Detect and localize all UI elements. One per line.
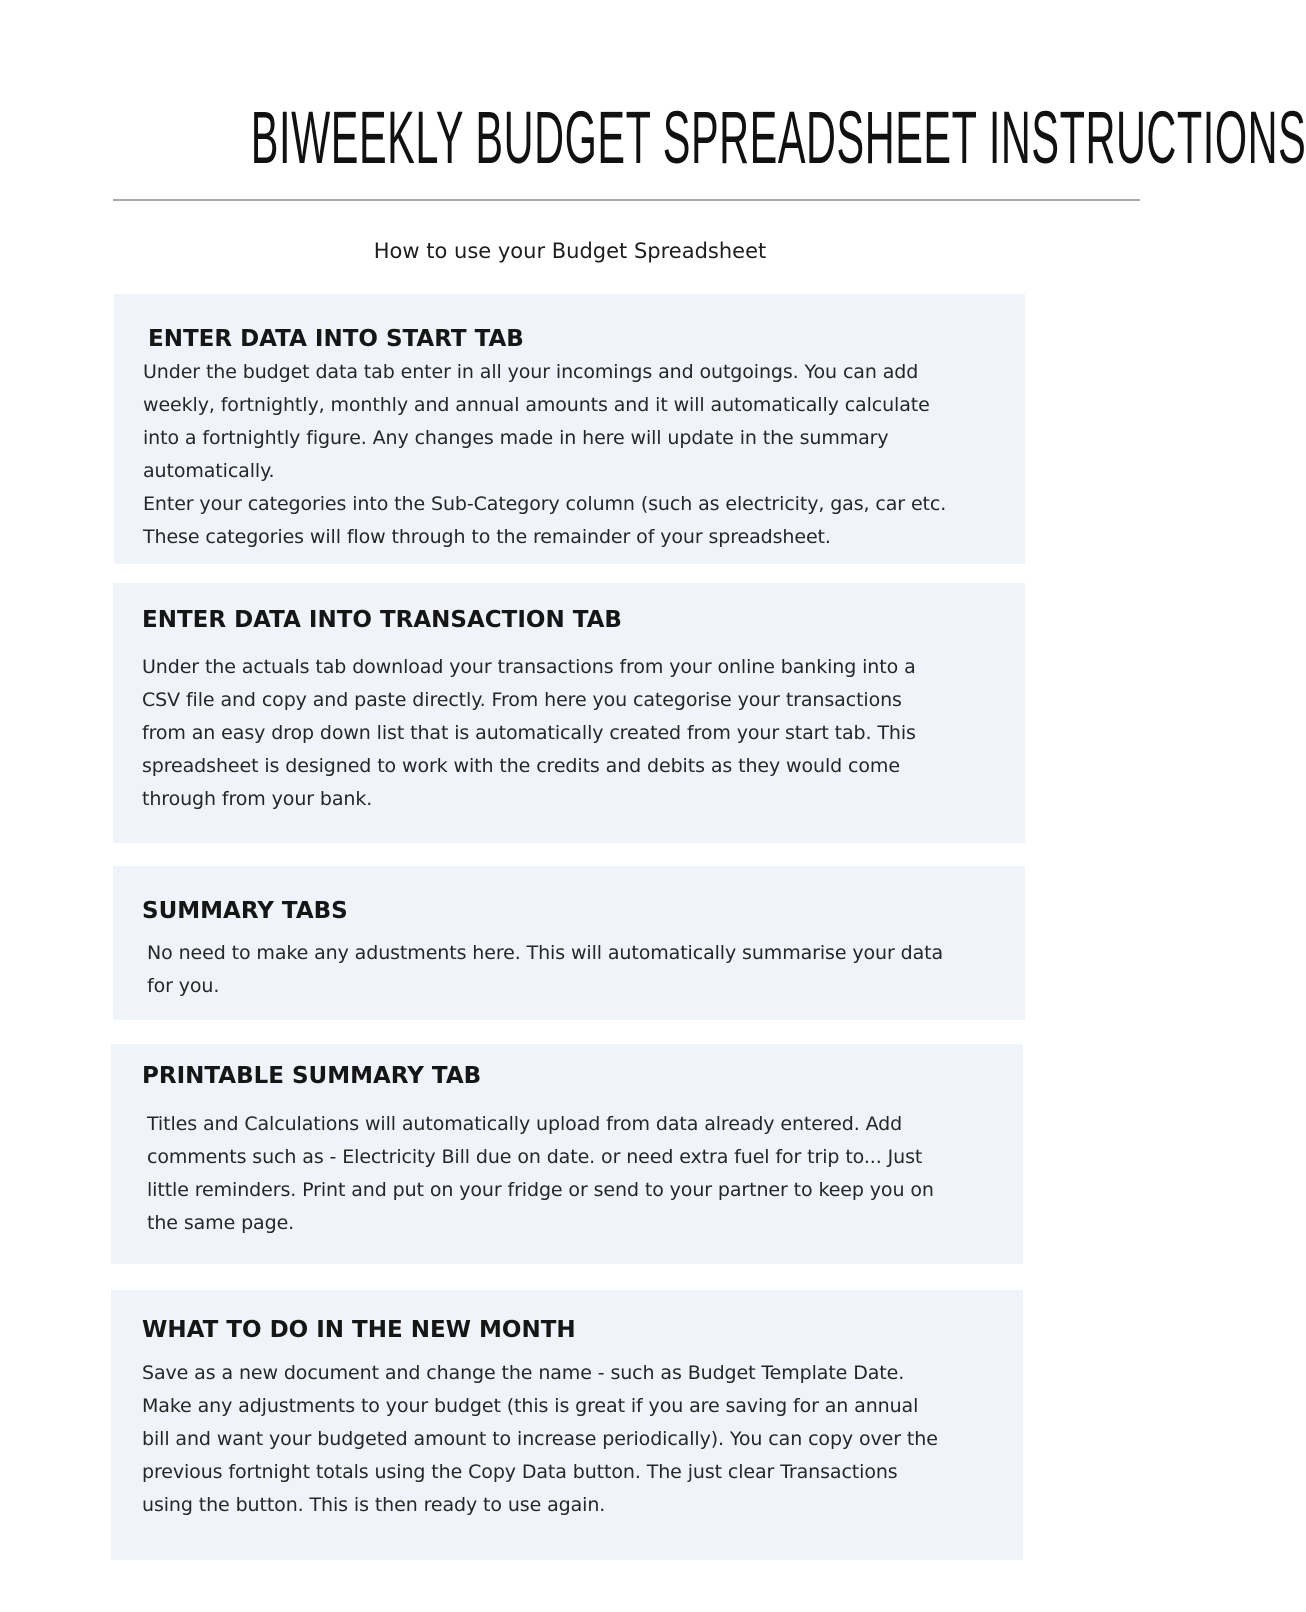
body-line: Titles and Calculations will automatically upload from data already entered. Add [147,1113,903,1135]
section-body [142,651,916,816]
section-printable-summary-tab [111,1044,1023,1264]
section-body [143,356,946,554]
body-line: CSV file and copy and paste directly. From here you categorise your transactions [142,689,902,711]
body-line: Make any adjustments to your budget (this is great if you are saving for an annual [142,1395,919,1417]
page-title: BIWEEKLY BUDGET SPREADSHEET INSTRUCTIONS [250,96,1306,179]
section-transaction-tab [113,583,1025,843]
body-line: No need to make any adustments here. This will automatically summarise your data [147,942,944,964]
section-body [147,1108,934,1240]
body-line: automatically. [143,460,275,482]
section-start-tab [114,294,1025,564]
section-heading: WHAT TO DO IN THE NEW MONTH [142,1317,576,1343]
body-line: from an easy drop down list that is automatically created from your start tab. This [142,722,916,744]
section-heading: SUMMARY TABS [142,898,348,924]
section-summary-tabs [113,866,1025,1020]
section-heading: ENTER DATA INTO START TAB [148,326,524,352]
body-line: spreadsheet is designed to work with the credits and debits as they would come [142,755,900,777]
body-line: bill and want your budgeted amount to increase periodically). You can copy over the [142,1428,938,1450]
page-subtitle: How to use your Budget Spreadsheet [373,239,767,263]
section-body [147,937,943,1003]
body-line: Under the actuals tab download your transactions from your online banking into a [142,656,916,678]
title-divider [113,199,1140,201]
body-line: the same page. [147,1212,295,1234]
body-line: weekly, fortnightly, monthly and annual amounts and it will automatically calculate [143,394,930,416]
body-line: Save as a new document and change the name - such as Budget Template Date. [142,1362,905,1384]
section-body [142,1357,938,1522]
section-heading: ENTER DATA INTO TRANSACTION TAB [142,607,622,633]
body-line: Under the budget data tab enter in all your incomings and outgoings. You can add [143,361,919,383]
body-line: comments such as - Electricity Bill due on date. or need extra fuel for trip to... Just [147,1146,923,1168]
body-line: little reminders. Print and put on your fridge or send to your partner to keep you on [147,1179,934,1201]
body-line: for you. [147,975,220,997]
body-line: through from your bank. [142,788,373,810]
section-heading: PRINTABLE SUMMARY TAB [142,1063,482,1089]
body-line: using the button. This is then ready to use again. [142,1494,606,1516]
body-line: into a fortnightly figure. Any changes made in here will update in the summary [143,427,889,449]
body-line: previous fortnight totals using the Copy Data button. The just clear Transactions [142,1461,898,1483]
section-new-month [111,1290,1023,1560]
body-line: These categories will flow through to the remainder of your spreadsheet. [143,526,831,548]
body-line: Enter your categories into the Sub-Category column (such as electricity, gas, car etc. [143,493,947,515]
